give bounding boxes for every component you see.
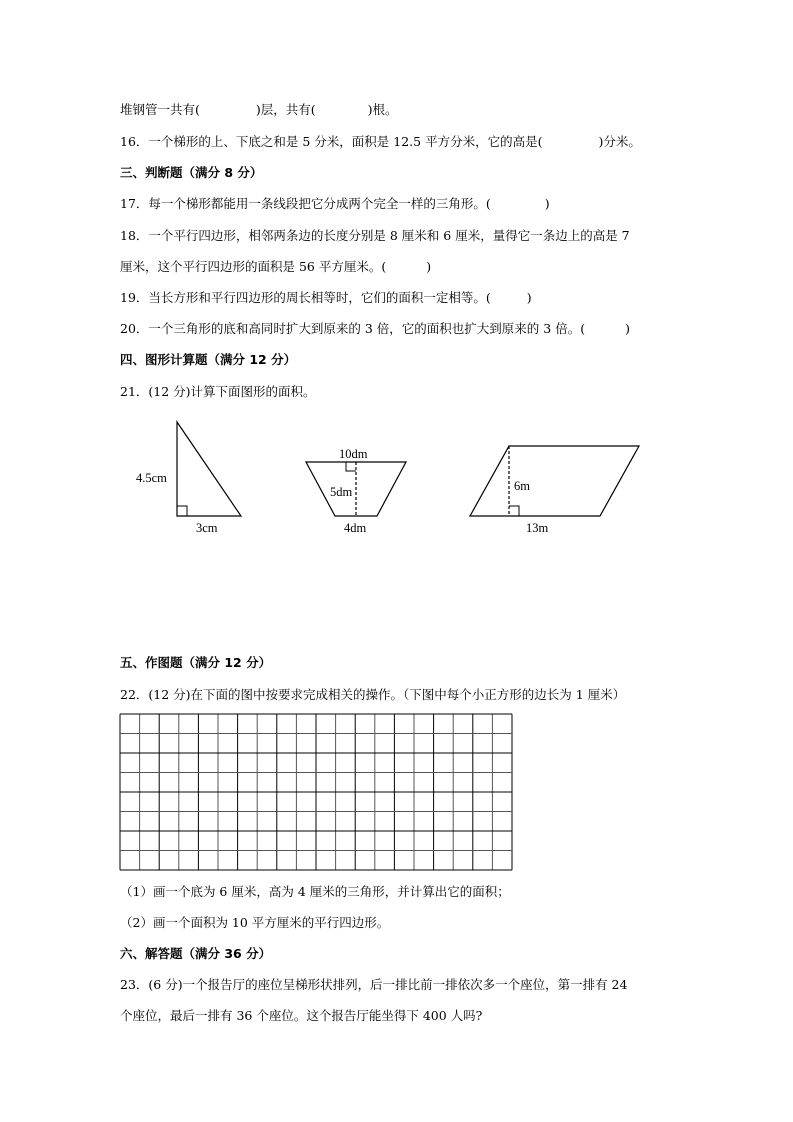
q20-text-b: ) (625, 321, 630, 336)
trapezoid-top-label: 10dm (339, 447, 368, 461)
q19-text-a: 19．当长方形和平行四边形的周长相等时，它们的面积一定相等。( (120, 290, 491, 305)
q18-text-a: 厘米，这个平行四边形的面积是 56 平方厘米。( (120, 259, 387, 274)
question-18-line-1: 18．一个平行四边形，相邻两条边的长度分别是 8 厘米和 6 厘米，量得它一条边上的高是 7 (120, 228, 630, 243)
triangle-shape (177, 422, 241, 516)
question-23-line-1: 23．(6 分)一个报告厅的座位呈梯形状排列，后一排比前一排依次多一个座位，第一排有 24 (120, 977, 628, 992)
section-4-heading: 四、图形计算题（满分 12 分） (120, 352, 297, 367)
section-6-heading: 六、解答题（满分 36 分） (120, 946, 272, 961)
question-22-part-1: （1）画一个底为 6 厘米，高为 4 厘米的三角形，并计算出它的面积； (120, 884, 510, 899)
section-5-heading: 五、作图题（满分 12 分） (120, 655, 272, 670)
q15-text-b: )层，共有( (255, 102, 316, 117)
q15-text-a: 堆钢管一共有( (120, 102, 200, 117)
parallelogram-figure (470, 446, 639, 535)
q15-text-c: )根。 (367, 102, 398, 117)
q19-text-b: ) (526, 290, 532, 305)
trapezoid-figure (306, 447, 406, 535)
right-triangle-figure (136, 422, 241, 535)
parallelogram-height-label: 6m (514, 479, 530, 493)
triangle-base-label: 3cm (196, 521, 218, 535)
q16-text-b: )分米。 (598, 134, 641, 149)
right-angle-mark (509, 506, 519, 516)
question-23-line-2: 个座位，最后一排有 36 个座位。这个报告厅能坐得下 400 人吗? (120, 1008, 483, 1023)
right-angle-mark (177, 506, 187, 516)
question-22: 22．(12 分)在下面的图中按要求完成相关的操作。（下图中每个小正方形的边长为 1 厘米） (120, 687, 626, 702)
q16-text-a: 16．一个梯形的上、下底之和是 5 分米，面积是 12.5 平方分米，它的高是( (120, 134, 543, 149)
right-angle-mark (346, 462, 356, 471)
trapezoid-bottom-label: 4dm (344, 521, 367, 535)
q20-text-a: 20．一个三角形的底和高同时扩大到原来的 3 倍，它的面积也扩大到原来的 3 倍。( (120, 321, 586, 336)
q17-text-a: 17．每一个梯形都能用一条线段把它分成两个完全一样的三角形。( (120, 196, 491, 211)
trapezoid-height-label: 5dm (330, 485, 353, 499)
question-22-part-2: （2）画一个面积为 10 平方厘米的平行四边形。 (120, 915, 390, 930)
q17-text-b: ) (544, 196, 550, 211)
section-3-heading: 三、判断题（满分 8 分） (120, 165, 263, 180)
parallelogram-base-label: 13m (526, 521, 549, 535)
question-21: 21．(12 分)计算下面图形的面积。 (120, 384, 316, 399)
triangle-height-label: 4.5cm (136, 471, 167, 485)
q18-text-b: ) (426, 259, 432, 274)
drawing-grid[interactable] (120, 714, 512, 870)
parallelogram-shape (470, 446, 639, 516)
